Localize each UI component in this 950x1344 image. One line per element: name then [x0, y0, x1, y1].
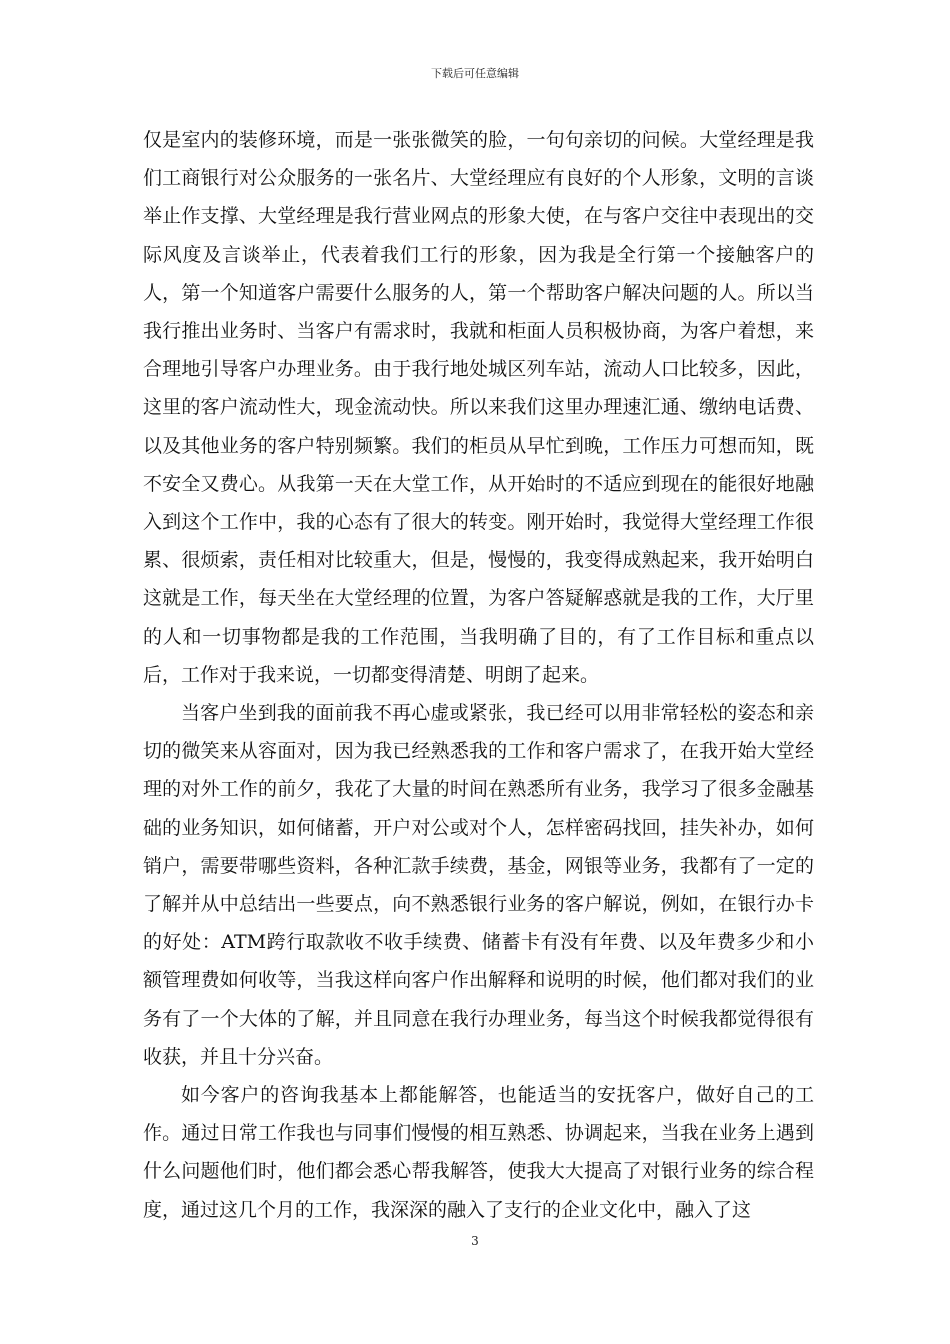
- paragraph: 当客户坐到我的面前我不再心虚或紧张，我已经可以用非常轻松的姿态和亲切的微笑来从容面对，因为我已经熟悉我的工作和客户需求了，在我开始大堂经理的对外工作的前夕，我花了大量的时间在熟悉所有业务，我学习了很多金融基础的业务知识，如何储蓄，开户对公或对个人，怎样密码找回，挂失补办，如何销户，需要带哪些资料，各种汇款手续费，基金，网银等业务，我都有了一定的了解并从中总结出一些要点，向不熟悉银行业务的客户解说，例如，在银行办卡的好处：ATM跨行取款收不收手续费、储蓄卡有没有年费、以及年费多少和小额管理费如何收等，当我这样向客户作出解释和说明的时候，他们都对我们的业务有了一个大体的了解，并且同意在我行办理业务，每当这个时候我都觉得很有收获，并且十分兴奋。: [143, 702, 814, 1068]
- paragraph: 如今客户的咨询我基本上都能解答，也能适当的安抚客户，做好自己的工作。通过日常工作我也与同事们慢慢的相互熟悉、协调起来，当我在业务上遇到什么问题他们时，他们都会悉心帮我解答，使我大大提高了对银行业务的综合程度，通过这几个月的工作，我深深的融入了支行的企业文化中，融入了这: [143, 1084, 814, 1221]
- body-text: [143, 121, 814, 1229]
- paragraph-continued: 仅是室内的装修环境，而是一张张微笑的脸，一句句亲切的问候。大堂经理是我们工商银行对公众服务的一张名片、大堂经理应有良好的个人形象，文明的言谈举止作支撑、大堂经理是我行营业网点的形象大使，在与客户交往中表现出的交际风度及言谈举止，代表着我们工行的形象，因为我是全行第一个接触客户的人，第一个知道客户需要什么服务的人，第一个帮助客户解决问题的人。所以当我行推出业务时、当客户有需求时，我就和柜面人员积极协商，为客户着想，来合理地引导客户办理业务。由于我行地处城区列车站，流动人口比较多，因此，这里的客户流动性大，现金流动快。所以来我们这里办理速汇通、缴纳电话费、以及其他业务的客户特别频繁。我们的柜员从早忙到晚，工作压力可想而知，既不安全又费心。从我第一天在大堂工作，从开始时的不适应到现在的能很好地融入到这个工作中，我的心态有了很大的转变。刚开始时，我觉得大堂经理工作很累、很烦索，责任相对比较重大，但是，慢慢的，我变得成熟起来，我开始明白这就是工作，每天坐在大堂经理的位置，为客户答疑解惑就是我的工作，大厅里的人和一切事物都是我的工作范围，当我明确了目的，有了工作目标和重点以后，工作对于我来说，一切都变得清楚、明朗了起来。: [143, 129, 814, 686]
- page-header: 下载后可任意编辑: [431, 67, 519, 80]
- page-number: 3: [471, 1234, 479, 1248]
